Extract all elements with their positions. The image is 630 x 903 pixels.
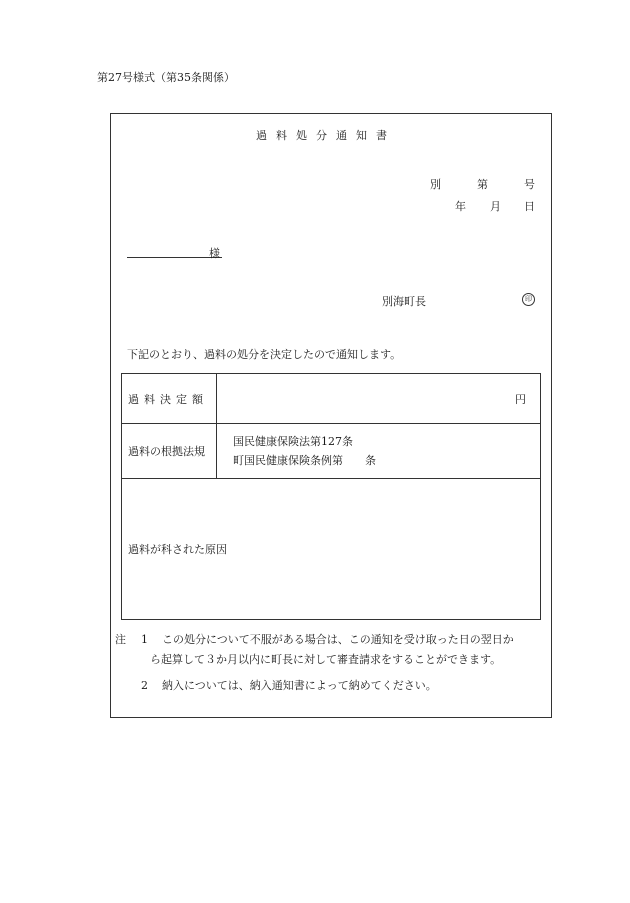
- note-2-text: 納入については、納入通知書によって納めてください。: [162, 679, 437, 692]
- basis-line-2: 町国民健康保険条例第 条: [233, 454, 376, 467]
- amount-label-cell: [122, 374, 217, 424]
- amount-label: 過料決定額: [128, 392, 208, 406]
- table-row: [122, 479, 541, 620]
- date-month: 月: [490, 200, 501, 213]
- basis-line-1: 国民健康保険法第127条: [233, 435, 353, 448]
- reason-label: 過料が科された原因: [128, 543, 227, 556]
- table-row: [122, 424, 541, 479]
- amount-unit: 円: [515, 392, 526, 406]
- seal-icon: 印: [522, 293, 535, 306]
- issuer-name: 別海町長: [382, 295, 426, 308]
- note-1-line-1: この処分について不服がある場合は、この通知を受け取った日の翌日か: [162, 633, 514, 646]
- addressee-suffix: 様: [209, 247, 220, 260]
- doc-number-prefix: 別: [430, 178, 441, 191]
- basis-label: 過料の根拠法規: [128, 445, 205, 458]
- document-title: 過料処分通知書: [256, 129, 396, 142]
- info-table: [121, 373, 541, 620]
- note-1-number: 1: [141, 633, 148, 646]
- date-year: 年: [455, 200, 466, 213]
- basis-value-cell: [217, 424, 541, 479]
- reason-cell: [122, 479, 541, 620]
- addressee-line: [127, 257, 222, 258]
- notes-prefix: 注: [115, 633, 126, 646]
- form-label: 第27号様式（第35条関係）: [97, 71, 235, 84]
- doc-number-go: 号: [524, 178, 535, 191]
- basis-label-cell: [122, 424, 217, 479]
- intro-text: 下記のとおり、過料の処分を決定したので通知します。: [127, 348, 402, 361]
- date-day: 日: [524, 200, 535, 213]
- table-row: [122, 374, 541, 424]
- amount-value-cell: [217, 374, 541, 424]
- doc-number-dai: 第: [477, 178, 488, 191]
- note-2-number: 2: [141, 679, 148, 692]
- note-1-line-2: ら起算して３か月以内に町長に対して審査請求をすることができます。: [150, 653, 502, 666]
